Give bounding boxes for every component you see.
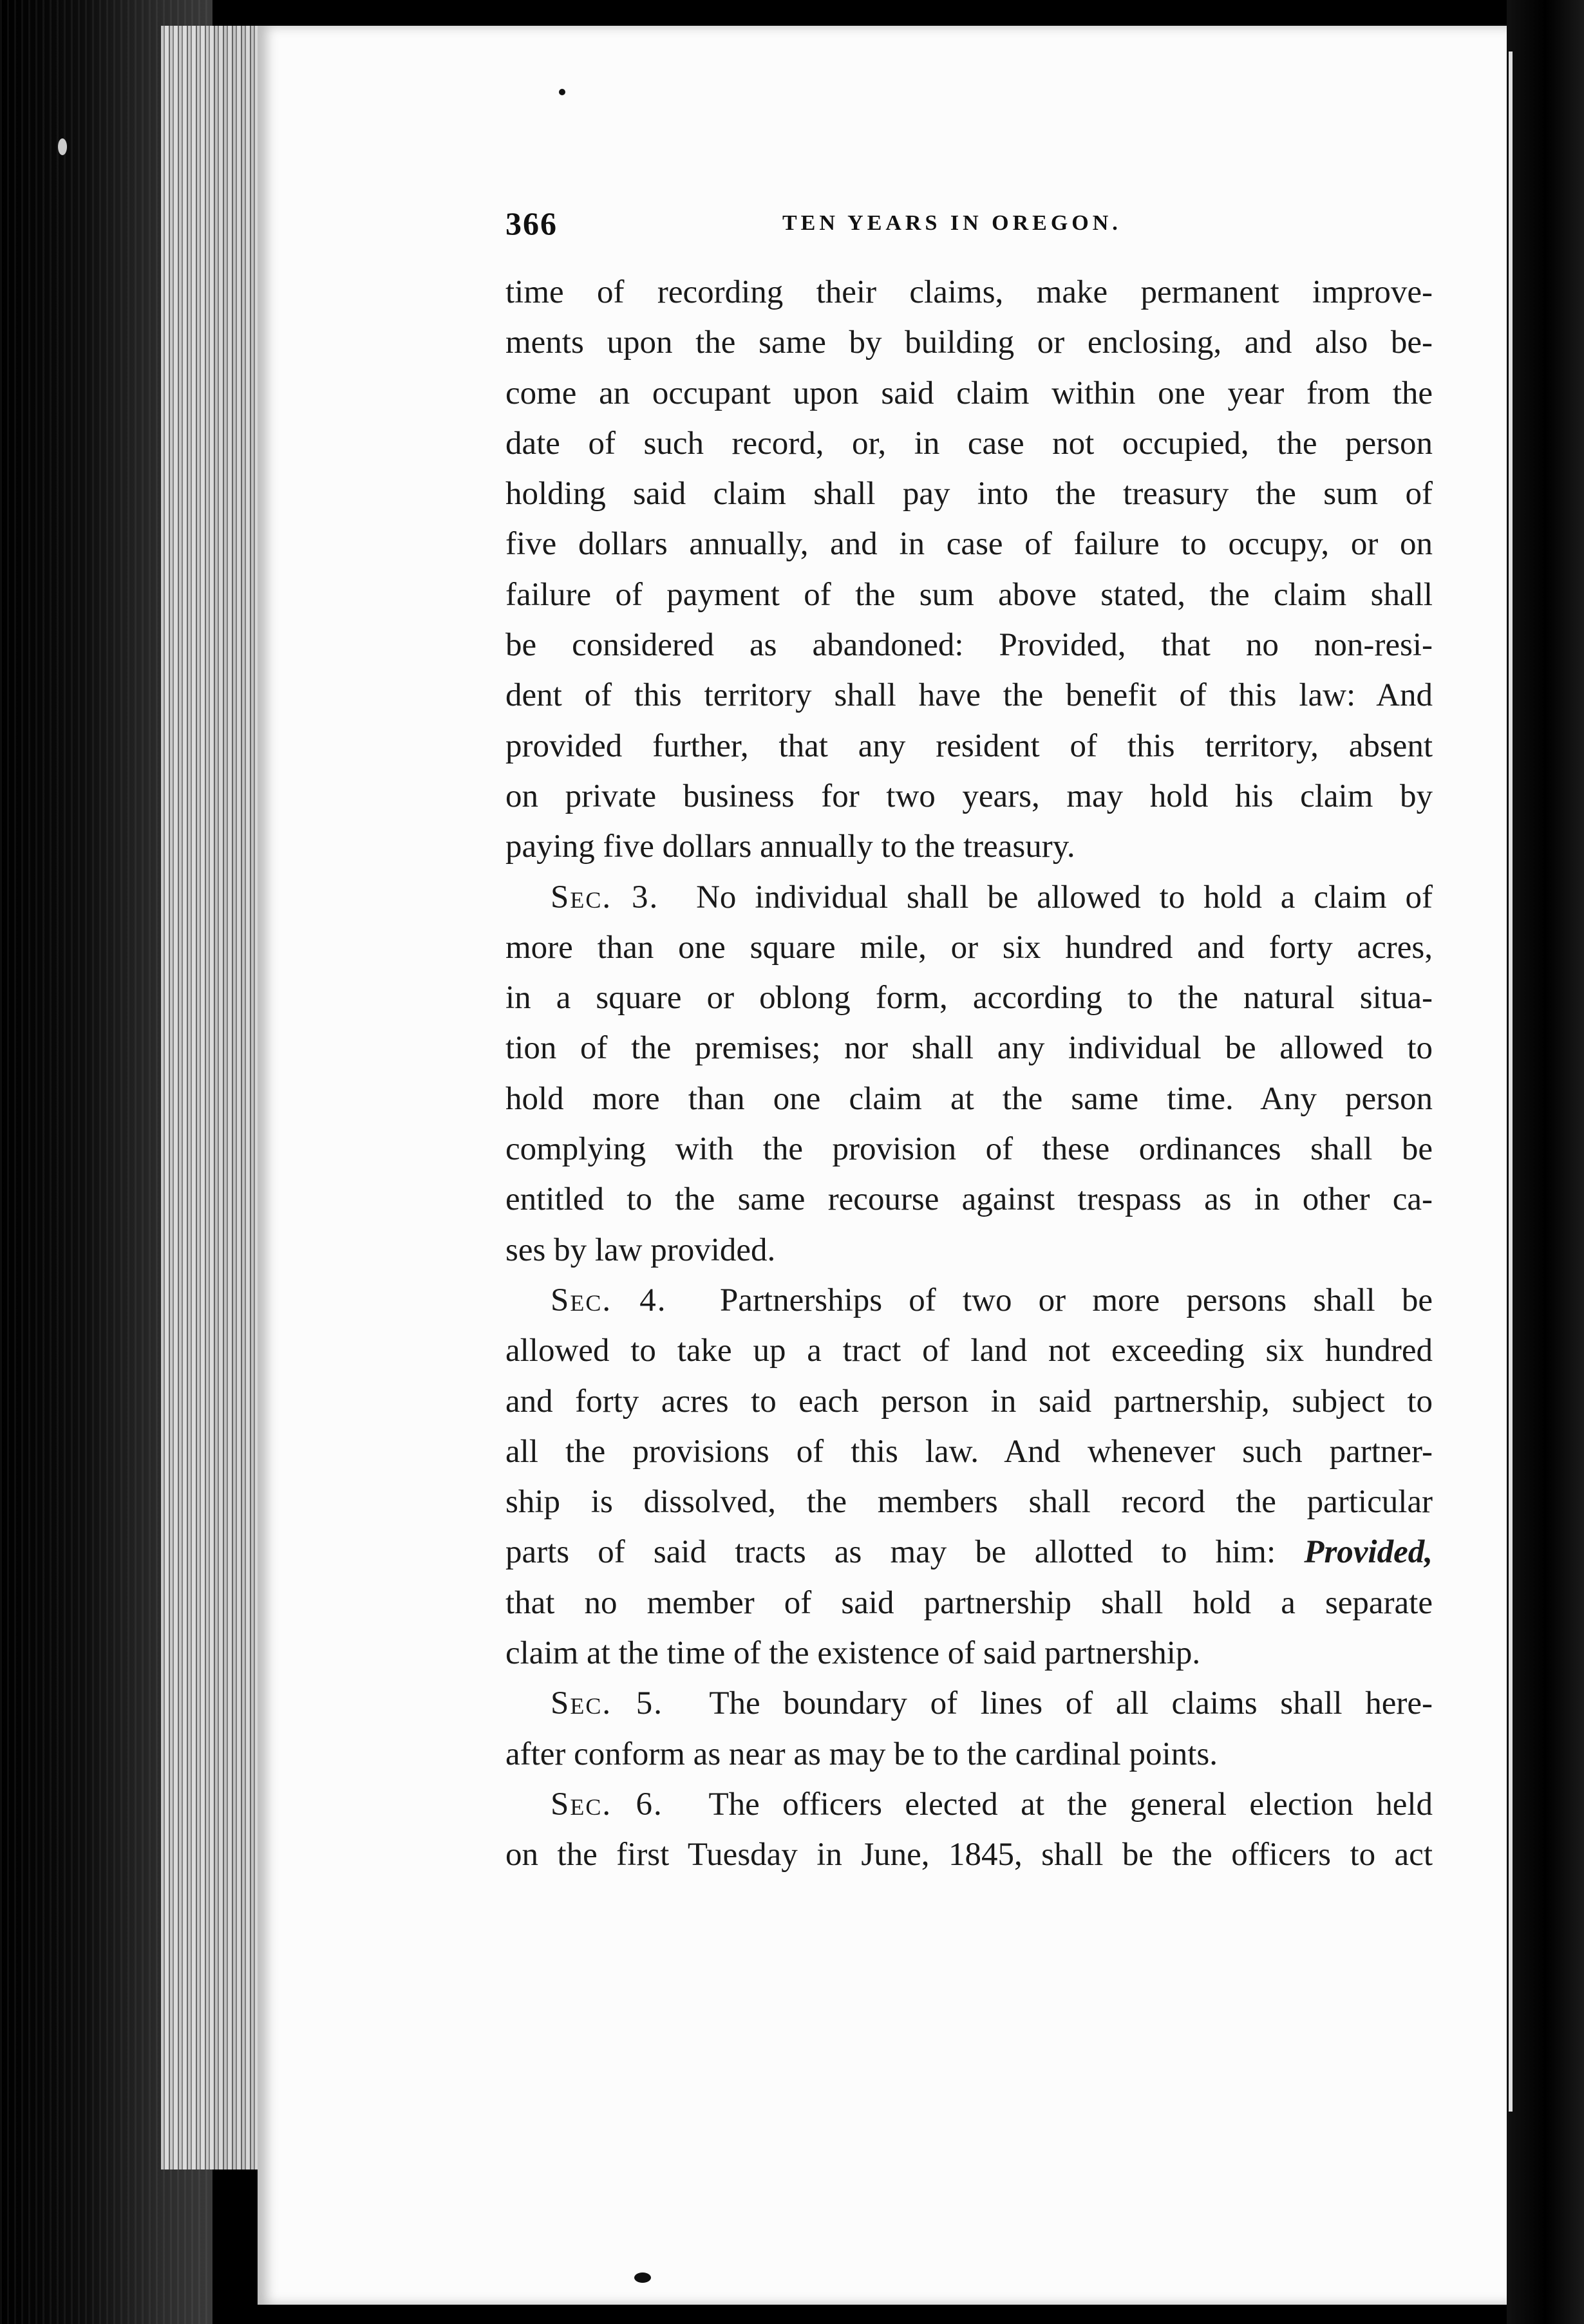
text-line: ship is dissolved, the members shall record the particular (505, 1484, 1433, 1521)
text-run: Partnerships of two or more persons shall be (719, 1282, 1433, 1318)
text-line: tion of the premises; nor shall any individual be allowed to (505, 1030, 1433, 1067)
text-line: ses by law provided. (505, 1232, 776, 1268)
text-line: holding said claim shall pay into the treasury the sum of (505, 476, 1433, 512)
text-run: The boundary of lines of all claims shall here- (709, 1685, 1433, 1722)
text-run: The officers elected at the general election held (708, 1786, 1433, 1823)
text-line: in a square or oblong form, according to the natural situa- (505, 980, 1433, 1017)
section-label: Sec. 3. (551, 879, 659, 915)
text-line: all the provisions of this law. And whenever such partner- (505, 1433, 1433, 1470)
page-edge-stack (161, 26, 264, 2169)
text-line: on private business for two years, may hold his claim by (505, 778, 1433, 814)
text-line: five dollars annually, and in case of failure to occupy, or on (505, 526, 1433, 563)
text-line: dent of this territory shall have the benefit of this law: And (505, 677, 1433, 714)
section-5-line (505, 1678, 1433, 1729)
section-4-line (505, 1275, 1433, 1326)
provided-italic: Provided, (1304, 1534, 1433, 1571)
text-line: and forty acres to each person in said partnership, subject to (505, 1383, 1433, 1420)
text-line: more than one square mile, or six hundred and forty acres, (505, 929, 1433, 966)
text-line: claim at the time of the existence of said partnership. (505, 1635, 1201, 1672)
text-line: allowed to take up a tract of land not exceeding six hundred (505, 1333, 1433, 1369)
text-run: No individual shall be allowed to hold a claim of (696, 879, 1433, 915)
text-line: time of recording their claims, make permanent improve- (505, 274, 1433, 310)
section-label: Sec. 4. (551, 1282, 667, 1318)
section-label: Sec. 6. (551, 1786, 663, 1823)
running-head-title: TEN YEARS IN OREGON. (782, 211, 1122, 235)
text-line: provided further, that any resident of this territory, absent (505, 727, 1433, 764)
body-text (505, 267, 1433, 1880)
text-line: complying with the provision of these ordinances shall be (505, 1131, 1433, 1168)
text-line: paying five dollars annually to the treasury. (505, 829, 1075, 865)
text-line: ments upon the same by building or enclosing, and also be- (505, 324, 1433, 361)
page-number: 366 (505, 205, 558, 241)
text-line: failure of payment of the sum above stated, the claim shall (505, 576, 1433, 613)
text-line: entitled to the same recourse against trespass as in other ca- (505, 1181, 1433, 1218)
section-label: Sec. 5. (551, 1685, 664, 1722)
text-line: hold more than one claim at the same time. Any person (505, 1080, 1433, 1117)
text-line: date of such record, or, in case not occupied, the person (505, 425, 1433, 462)
section-3-line (505, 872, 1433, 923)
running-head (505, 205, 1149, 256)
ink-speck (559, 89, 565, 95)
right-page-edge (1507, 0, 1584, 2324)
text-line: be considered as abandoned: Provided, that no non-resi- (505, 627, 1433, 664)
ink-speck (634, 2272, 651, 2283)
text-line: come an occupant upon said claim within one year from the (505, 375, 1433, 411)
section-6-line (505, 1779, 1433, 1830)
ink-speck (58, 138, 67, 155)
text-line: that no member of said partnership shall hold a separate (505, 1584, 1433, 1621)
right-edge-line (1509, 52, 1513, 2112)
text-run: parts of said tracts as may be allotted to him: (505, 1534, 1276, 1571)
text-line: after conform as near as may be to the cardinal points. (505, 1736, 1218, 1772)
text-line: on the first Tuesday in June, 1845, shall be the officers to act (505, 1837, 1433, 1873)
provided-line (505, 1527, 1433, 1577)
